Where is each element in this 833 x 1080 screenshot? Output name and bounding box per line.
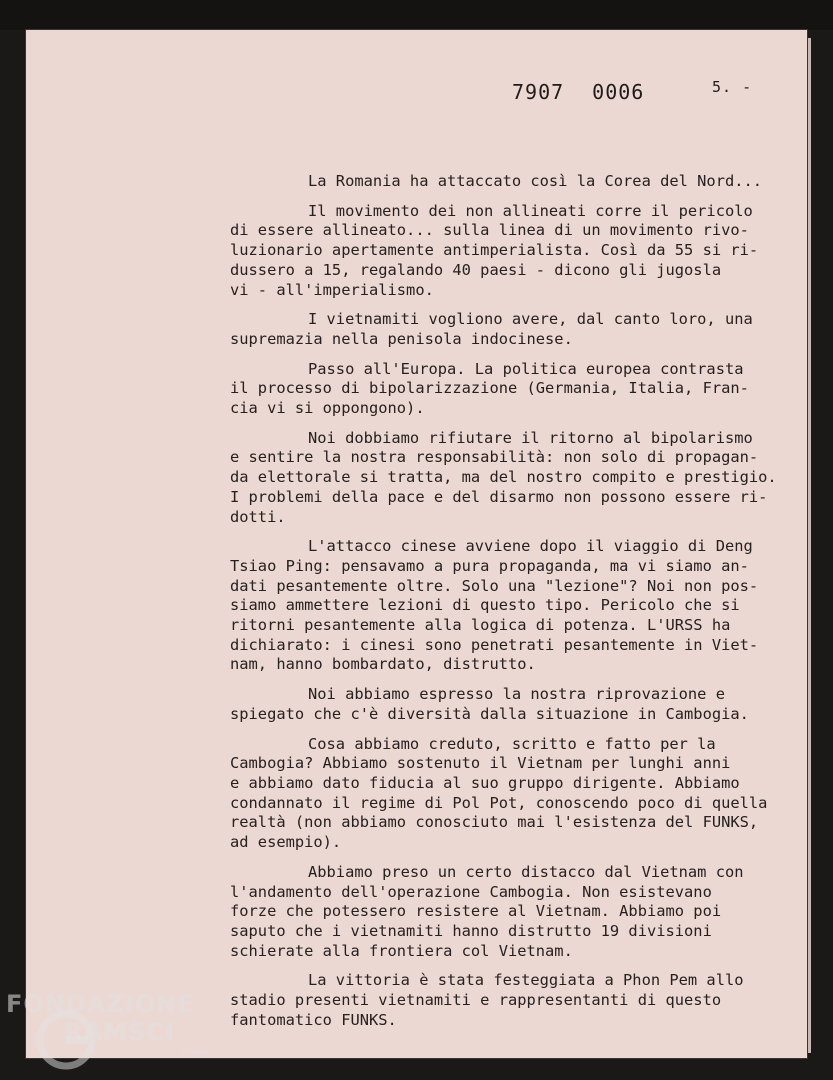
- paragraph: [230, 971, 805, 1030]
- text-line: Tsiao Ping: pensavamo a pura propaganda, ma vi siamo an-: [230, 556, 749, 575]
- text-line: luzionario apertamente antimperialista. Così da 55 si ri-: [230, 241, 759, 260]
- text-line: fantomatico FUNKS.: [230, 1010, 397, 1029]
- fondazione-gramsci-watermark: [6, 990, 226, 1070]
- text-line: nam, hanno bombardato, distrutto.: [230, 655, 536, 674]
- text-line: dati pesantemente oltre. Solo una "lezione"? Noi non pos-: [230, 576, 759, 595]
- text-line: schierate alla frontiera col Vietnam.: [230, 941, 573, 960]
- document-body: [230, 172, 805, 1040]
- text-line: e abbiamo dato fiducia al suo gruppo dirigente. Abbiamo: [230, 773, 740, 792]
- text-line: l'andamento dell'operazione Cambogia. Non esistevano: [230, 882, 712, 901]
- paragraph: [230, 360, 805, 419]
- paragraph: [230, 685, 805, 724]
- text-line: dichiarato: i cinesi sono penetrati pesantemente in Viet-: [230, 635, 759, 654]
- page-marker: 5. -: [712, 78, 753, 96]
- text-line: I problemi della pace e del disarmo non possono essere ri-: [230, 487, 768, 506]
- text-line: dotti.: [230, 507, 286, 526]
- text-line: saputo che i vietnamiti hanno distrutto 19 divisioni: [230, 921, 712, 940]
- text-line: dussero a 15, regalando 40 paesi - dicono gli jugosla: [230, 260, 722, 279]
- text-line: Il movimento dei non allineati corre il pericolo: [308, 201, 753, 220]
- text-line: Noi abbiamo espresso la nostra riprovazione e: [308, 685, 725, 704]
- text-line: condannato il regime di Pol Pot, conoscendo poco di quella: [230, 793, 768, 812]
- page-edge: [807, 38, 811, 1053]
- archive-header: [512, 78, 753, 104]
- text-line: Cambogia? Abbiamo sostenuto il Vietnam per lunghi anni: [230, 754, 731, 773]
- text-line: e sentire la nostra responsabilità: non solo di propagan-: [230, 448, 759, 467]
- text-line: ritorni pesantemente alla logica di potenza. L'URSS ha: [230, 616, 731, 635]
- watermark-line-2: RAMSCI: [64, 1018, 175, 1046]
- text-line: forze che potessero resistere al Vietnam. Abbiamo poi: [230, 902, 722, 921]
- text-line: Cosa abbiamo creduto, scritto e fatto per la: [308, 734, 716, 753]
- text-line: spiegato che c'è diversità dalla situazione in Cambogia.: [230, 704, 749, 723]
- text-line: I vietnamiti vogliono avere, dal canto loro, una: [308, 310, 753, 329]
- text-line: La vittoria è stata festeggiata a Phon Pem allo: [308, 971, 744, 990]
- scan-background: [0, 0, 833, 30]
- archive-code-1: 7907: [512, 80, 565, 104]
- text-line: Passo all'Europa. La politica europea contrasta: [308, 359, 744, 378]
- text-line: ad esempio).: [230, 833, 342, 852]
- text-line: vi - all'imperialismo.: [230, 280, 434, 299]
- text-line: Abbiamo preso un certo distacco dal Vietnam con: [308, 862, 744, 881]
- text-line: di essere allineato... sulla linea di un movimento rivo-: [230, 221, 749, 240]
- paragraph: [230, 310, 805, 349]
- watermark-line-3: onlus: [182, 1046, 209, 1057]
- text-line: Noi dobbiamo rifiutare il ritorno al bipolarismo: [308, 428, 753, 447]
- text-line: stadio presenti vietnamiti e rappresentanti di questo: [230, 991, 722, 1010]
- paragraph: [230, 429, 805, 528]
- text-line: L'attacco cinese avviene dopo il viaggio di Deng: [308, 537, 753, 556]
- paragraph: [230, 172, 805, 192]
- text-line: realtà (non abbiamo conosciuto mai l'esistenza del FUNKS,: [230, 813, 759, 832]
- text-line: supremazia nella penisola indocinese.: [230, 329, 573, 348]
- archive-code-2: 0006: [592, 80, 645, 104]
- watermark-line-1: FONDAZIONE: [6, 990, 195, 1018]
- paragraph: [230, 537, 805, 675]
- text-line: siamo ammettere lezioni di questo tipo. Pericolo che si: [230, 596, 740, 615]
- text-line: da elettorale si tratta, ma del nostro compito e prestigio.: [230, 468, 777, 487]
- paragraph: [230, 202, 805, 301]
- paragraph: [230, 863, 805, 962]
- text-line: cia vi si oppongono).: [230, 399, 425, 418]
- paragraph: [230, 735, 805, 853]
- text-line: il processo di bipolarizzazione (Germania, Italia, Fran-: [230, 379, 749, 398]
- text-line: La Romania ha attaccato così la Corea del Nord...: [308, 172, 763, 190]
